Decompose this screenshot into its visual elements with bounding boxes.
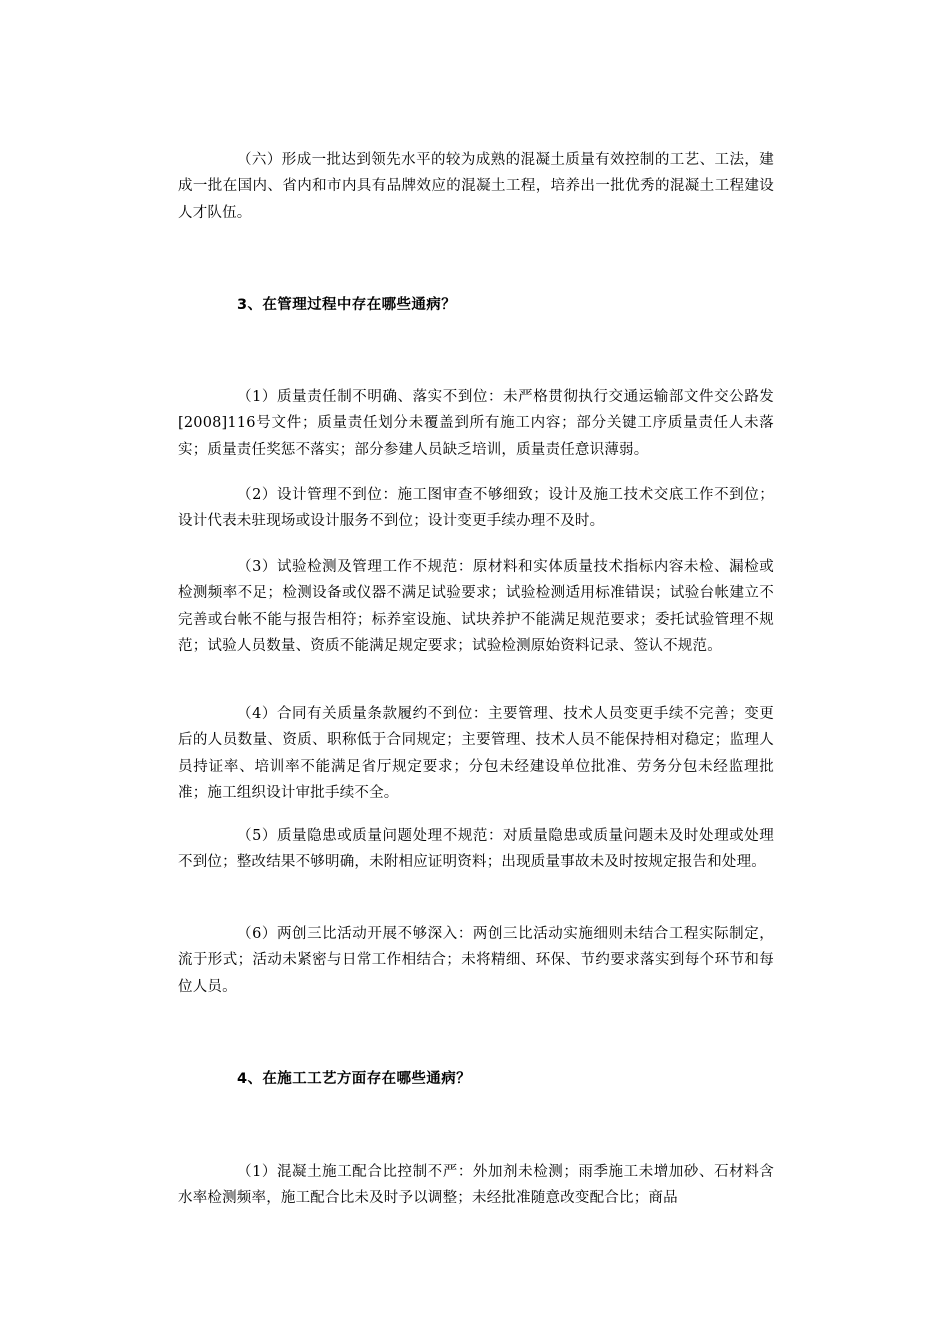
paragraph-3-2: （2）设计管理不到位：施工图审查不够细致；设计及施工技术交底工作不到位；设计代表未驻现场或设计服务不到位；设计变更手续办理不及时。 [178, 487, 774, 530]
section-heading-4: 4、在施工工艺方面存在哪些通病？ [237, 1071, 471, 1087]
section-heading-3: 3、在管理过程中存在哪些通病？ [237, 297, 457, 313]
paragraph-3-6: （6）两创三比活动开展不够深入：两创三比活动实施细则未结合工程实际制定，流于形式；活动未紧密与日常工作相结合；未将精细、环保、节约要求落实到每个环节和每位人员。 [178, 926, 774, 995]
paragraph-3-5: （5）质量隐患或质量问题处理不规范：对质量隐患或质量问题未及时处理或处理不到位；整改结果不够明确，未附相应证明资料；出现质量事故未及时按规定报告和处理。 [178, 828, 774, 871]
paragraph-3-3: （3）试验检测及管理工作不规范：原材料和实体质量技术指标内容未检、漏检或检测频率不足；检测设备或仪器不满足试验要求；试验检测适用标准错误；试验台帐建立不完善或台帐不能与报告相符；标养室设施、试块养护不能满足规范要求；委托试验管理不规范；试验人员数量、资质不能满足规定要求；试验检测原始资料记录、签认不规范。 [178, 559, 774, 654]
paragraph-objective-six: （六）形成一批达到领先水平的较为成熟的混凝土质量有效控制的工艺、工法，建成一批在国内、省内和市内具有品牌效应的混凝土工程，培养出一批优秀的混凝土工程建设人才队伍。 [178, 152, 774, 221]
paragraph-3-4: （4）合同有关质量条款履约不到位：主要管理、技术人员变更手续不完善；变更后的人员数量、资质、职称低于合同规定；主要管理、技术人员不能保持相对稳定；监理人员持证率、培训率不能满足省厅规定要求；分包未经建设单位批准、劳务分包未经监理批准；施工组织设计审批手续不全。 [178, 706, 774, 801]
paragraph-4-1: （1）混凝土施工配合比控制不严：外加剂未检测；雨季施工未增加砂、石材料含水率检测频率，施工配合比未及时予以调整；未经批准随意改变配合比；商品 [178, 1164, 774, 1207]
paragraph-3-1: （1）质量责任制不明确、落实不到位：未严格贯彻执行交通运输部文件交公路发[2008]116号文件；质量责任划分未覆盖到所有施工内容；部分关键工序质量责任人未落实；质量责任奖惩不落实；部分参建人员缺乏培训，质量责任意识薄弱。 [178, 389, 774, 458]
